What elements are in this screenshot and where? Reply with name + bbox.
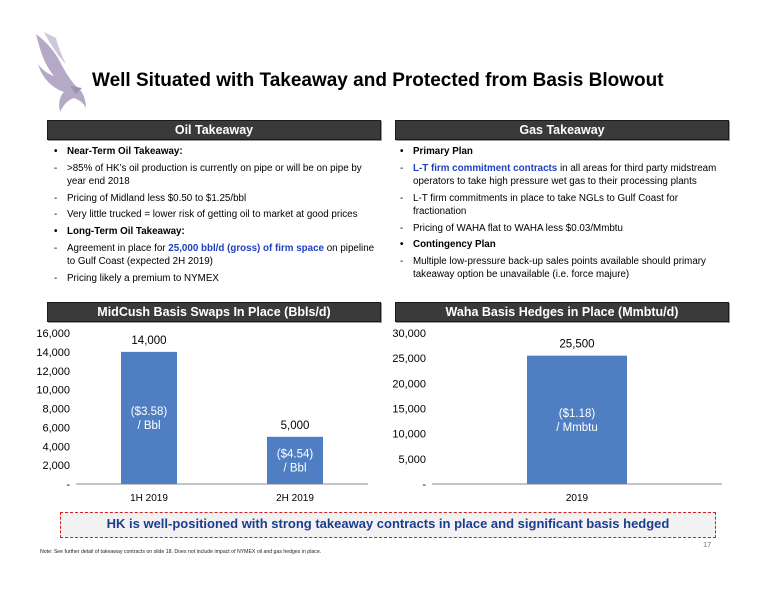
bar-inner-label: / Mmbtu — [556, 421, 598, 434]
waha-chart-header: Waha Basis Hedges in Place (Mmbtu/d) — [395, 302, 729, 322]
list-item: • Long-Term Oil Takeaway: — [54, 226, 185, 238]
gas-takeaway-list — [397, 145, 729, 285]
x-tick-label: 2019 — [565, 493, 589, 504]
list-item: - Very little trucked = lower risk of getting oil to market at good prices — [54, 209, 358, 221]
y-tick-label: 5,000 — [398, 453, 426, 466]
y-tick-label: 4,000 — [42, 441, 70, 454]
oil-takeaway-list — [51, 145, 381, 288]
bar-inner-label: / Bbl — [283, 462, 307, 475]
list-item: - Pricing of WAHA flat to WAHA less $0.03/Mmbtu — [400, 222, 623, 234]
y-tick-label: 14,000 — [36, 346, 70, 359]
y-tick-label: 10,000 — [392, 428, 426, 441]
list-item: - Pricing likely a premium to NYMEX — [54, 272, 219, 284]
x-tick-label: 2H 2019 — [276, 493, 314, 504]
list-item: • Contingency Plan — [400, 239, 496, 251]
y-tick-label: 15,000 — [392, 403, 426, 416]
list-item: - L-T firm commitments in place to take NGLs to Gulf Coast for fractionation — [400, 192, 678, 217]
y-tick-label: - — [66, 479, 70, 491]
bar — [121, 352, 177, 484]
bar — [267, 437, 323, 484]
y-tick-label: - — [422, 479, 426, 491]
data-label: 25,500 — [559, 338, 595, 351]
page-title: Well Situated with Takeaway and Protected from Basis Blowout — [92, 70, 664, 91]
y-tick-label: 12,000 — [36, 365, 70, 378]
page-number: 17 — [703, 540, 712, 549]
data-label: 5,000 — [280, 419, 310, 432]
bar-inner-label: ($1.18) — [558, 407, 596, 420]
midcush-basis-chart — [36, 326, 385, 510]
list-item: - Pricing of Midland less $0.50 to $1.25/bbl — [54, 192, 247, 204]
list-item: - Multiple low-pressure back-up sales points available should primary takeaway option be unavailable (i.e. force majure) — [400, 255, 706, 281]
hawk-logo-icon — [30, 30, 88, 116]
data-label: 14,000 — [131, 334, 167, 347]
y-tick-label: 16,000 — [36, 328, 70, 340]
list-item: • Near-Term Oil Takeaway: — [54, 146, 183, 157]
list-item: - L-T firm commitment contracts in all areas for third party midstream operators to take high pressure wet gas to their processing plants — [400, 162, 717, 187]
y-tick-label: 2,000 — [42, 460, 70, 473]
bar-inner-label: ($4.54) — [276, 448, 314, 461]
midcush-chart-header: MidCush Basis Swaps In Place (Bbls/d) — [47, 302, 381, 322]
y-tick-label: 8,000 — [42, 403, 70, 416]
y-tick-label: 10,000 — [36, 384, 70, 397]
x-tick-label: 1H 2019 — [130, 493, 168, 504]
list-item: • Primary Plan — [400, 146, 473, 157]
gas-takeaway-header: Gas Takeaway — [395, 120, 729, 140]
list-item: - Agreement in place for 25,000 bbl/d (gross) of firm space on pipeline to Gulf Coast (expected 2H 2019) — [54, 242, 375, 267]
footnote: Note: See further detail of takeaway contracts on slide 18. Does not include impact of NYMEX oil and gas hedges in place. — [40, 549, 322, 555]
y-tick-label: 30,000 — [392, 328, 426, 340]
y-tick-label: 6,000 — [42, 422, 70, 435]
y-tick-label: 25,000 — [392, 353, 426, 366]
key-takeaway-callout: HK is well-positioned with strong takeaway contracts in place and significant basis hedged — [60, 512, 716, 538]
list-item: - >85% of HK’s oil production is currently on pipe or will be on pipe by year end 2018 — [54, 162, 362, 187]
waha-basis-chart — [388, 326, 733, 510]
oil-takeaway-header: Oil Takeaway — [47, 120, 381, 140]
y-tick-label: 20,000 — [392, 378, 426, 391]
bar-inner-label: ($3.58) — [130, 405, 168, 418]
bar-inner-label: / Bbl — [137, 419, 161, 432]
